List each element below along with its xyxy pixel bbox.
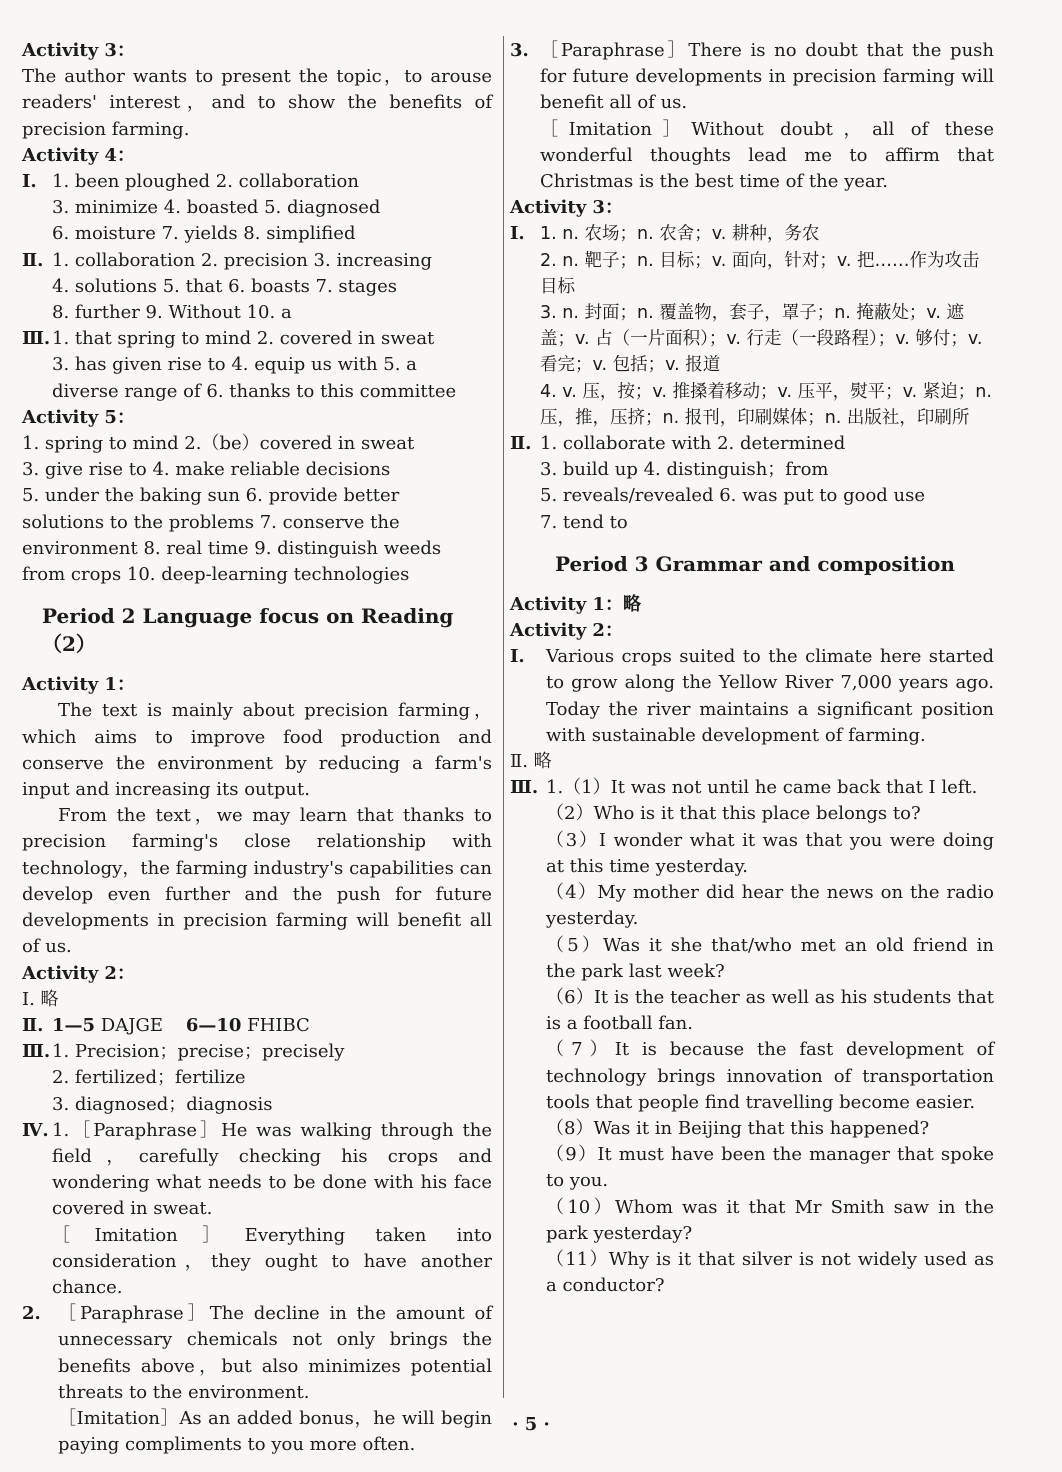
item-number: 2. bbox=[22, 1303, 41, 1325]
activity-4-part-1 bbox=[22, 169, 492, 248]
answer-line: 1. spring to mind 2.（be）covered in sweat bbox=[22, 433, 415, 455]
grammar-answer-5: （5）Was it she that/who met an old friend in the park last week? bbox=[546, 934, 994, 982]
answer-line: 2. fertilized；fertilize bbox=[52, 1067, 246, 1089]
word-meaning-4: 4. v. 压，按；v. 推搡着移动；v. 压平，熨平；v. 紧迫；n. 压，推，压挤；n. 报刊，印刷媒体；n. 出版社，印刷所 bbox=[540, 381, 992, 428]
p2-activity-2-part-3 bbox=[22, 1039, 492, 1118]
grammar-answer-7: （7）It is because the fast development of technology brings innovation of transportation tools that people find travelling become easier. bbox=[546, 1039, 994, 1113]
roman-numeral: Ⅰ. bbox=[510, 223, 525, 245]
grammar-answer-1: 1.（1）It was not until he came back that I left. bbox=[546, 777, 978, 799]
grammar-answer-6: （6）It is the teacher as well as his students that is a football fan. bbox=[546, 986, 994, 1035]
summary-paragraph-2: From the text，we may learn that thanks to precision farming's close relationship with technology，the farming industry's capabilities can develop even further and the push for future developments in precision farming will benefit all of us. bbox=[22, 805, 492, 958]
activity-4-part-3 bbox=[22, 326, 492, 405]
word-meaning-3: 3. n. 封面；n. 覆盖物，套子，罩子；n. 掩蔽处；v. 遮盖；v. 占（一片面积）；v. 行走（一段路程）；v. 够付；v. 看完；v. 包括；v. 报道 bbox=[540, 303, 983, 376]
answer-line: 1. collaboration 2. precision 3. increasing bbox=[52, 249, 432, 271]
answer-line: 6. moisture 7. yields 8. simplified bbox=[52, 223, 356, 245]
column-divider bbox=[503, 36, 504, 1398]
right-column bbox=[510, 38, 994, 1299]
left-column bbox=[22, 38, 492, 1458]
answer-line: 1. collaborate with 2. determined bbox=[540, 433, 846, 455]
paraphrase-2: ［Paraphrase］The decline in the amount of unnecessary chemicals not only brings the benefits above，but also minimizes potential threats to the environment. bbox=[58, 1303, 492, 1403]
answer-line: 8. further 9. Without 10. a bbox=[52, 302, 292, 324]
grammar-answer-2: （2）Who is it that this place belongs to? bbox=[546, 803, 921, 825]
answer-line: 3. has given rise to 4. equip us with 5. a bbox=[52, 354, 417, 376]
imitation-3: ［Imitation］Without doubt，all of these wonderful thoughts lead me to affirm that Christmas is the best time of the year. bbox=[540, 118, 994, 193]
answer-line: 1. been ploughed 2. collaboration bbox=[52, 171, 359, 193]
p2-activity-1-heading: Activity 1： bbox=[22, 674, 135, 696]
answer-letters: FHIBC bbox=[247, 1014, 310, 1036]
p2-activity-2-part-4 bbox=[22, 1118, 492, 1301]
answer-line: 3. diagnosed；diagnosis bbox=[52, 1093, 273, 1115]
answer-line: 1. that spring to mind 2. covered in sweat bbox=[52, 328, 435, 350]
page-number: · 5 · bbox=[512, 1414, 550, 1435]
grammar-answer-8: （8）Was it in Beijing that this happened? bbox=[546, 1117, 930, 1139]
roman-numeral: Ⅳ. bbox=[22, 1119, 49, 1141]
p3-activity-2-heading: Activity 2： bbox=[510, 620, 623, 642]
paraphrase-1: 1.［Paraphrase］He was walking through the field，carefully checking his crops and wondering what needs to be done with his face covered in sweat. bbox=[52, 1119, 492, 1220]
p3-activity-2-part-1 bbox=[510, 644, 994, 749]
activity-5-heading: Activity 5： bbox=[22, 406, 135, 428]
answer-range: 6—10 bbox=[185, 1014, 242, 1036]
answer-line: from crops 10. deep-learning technologies bbox=[22, 564, 410, 586]
answer-line: 1. Precision；precise；precisely bbox=[52, 1041, 345, 1063]
roman-numeral: Ⅱ. bbox=[510, 433, 532, 455]
period-2-title: Period 2 Language focus on Reading（2） bbox=[42, 604, 454, 657]
river-summary: Various crops suited to the climate here started to grow along the Yellow River 7,000 years ago. Today the river maintains a significant position with sustainable development of farming. bbox=[546, 646, 994, 746]
answer-range: 1—5 bbox=[52, 1014, 96, 1036]
grammar-answer-3: （3）I wonder what it was that you were doing at this time yesterday. bbox=[546, 829, 994, 877]
answer-line: 5. under the baking sun 6. provide better bbox=[22, 485, 400, 507]
grammar-answer-4: （4）My mother did hear the news on the radio yesterday. bbox=[546, 882, 994, 930]
roman-numeral: Ⅲ. bbox=[22, 1041, 51, 1063]
p2-activity-2-heading: Activity 2： bbox=[22, 962, 135, 984]
answer-line: 5. reveals/revealed 6. was put to good use bbox=[540, 485, 926, 507]
p3-activity-2-part-3 bbox=[510, 775, 994, 1299]
imitation-2: ［Imitation］As an added bonus，he will begin paying compliments to you more often. bbox=[58, 1407, 492, 1456]
answer-line: 3. build up 4. distinguish；from bbox=[540, 459, 829, 481]
summary-paragraph-1: The text is mainly about precision farming，which aims to improve food production and conserve the environment by reducing a farm's input and increasing its output. bbox=[22, 700, 492, 801]
p3-activity-2-part-2: Ⅱ. 略 bbox=[510, 751, 552, 773]
imitation-1: ［Imitation］Everything taken into consideration，they ought to have another chance. bbox=[52, 1224, 492, 1298]
p2-activity-3-part-1 bbox=[510, 221, 994, 431]
grammar-answer-11: （11）Why is it that silver is not widely used as a conductor? bbox=[546, 1248, 994, 1297]
word-meaning-2: 2. n. 靶子；n. 目标；v. 面向，针对；v. 把……作为攻击目标 bbox=[540, 250, 980, 297]
paraphrase-3: ［Paraphrase］There is no doubt that the push for future developments in precision farming will benefit all of us. bbox=[540, 40, 994, 114]
roman-numeral: Ⅱ. bbox=[22, 249, 44, 271]
answer-letters: DAJGE bbox=[100, 1014, 163, 1036]
period-3-title: Period 3 Grammar and composition bbox=[555, 551, 955, 576]
p2-activity-2-part-1: Ⅰ. 略 bbox=[22, 988, 59, 1010]
p2-item-3 bbox=[510, 38, 994, 195]
answer-line: 3. give rise to 4. make reliable decisions bbox=[22, 459, 391, 481]
activity-4-part-2 bbox=[22, 248, 492, 327]
answer-line: diverse range of 6. thanks to this committee bbox=[52, 380, 457, 402]
answer-line: 7. tend to bbox=[540, 511, 628, 533]
roman-numeral: Ⅱ. bbox=[22, 1014, 44, 1036]
p2-activity-3-heading: Activity 3： bbox=[510, 197, 623, 219]
roman-numeral: Ⅲ. bbox=[510, 777, 539, 799]
answer-line: environment 8. real time 9. distinguish weeds bbox=[22, 537, 442, 559]
roman-numeral: Ⅰ. bbox=[510, 646, 525, 668]
roman-numeral: Ⅰ. bbox=[22, 171, 37, 193]
roman-numeral: Ⅲ. bbox=[22, 328, 51, 350]
answer-line: 3. minimize 4. boasted 5. diagnosed bbox=[52, 197, 381, 219]
item-number: 3. bbox=[510, 40, 529, 61]
answer-line: 4. solutions 5. that 6. boasts 7. stages bbox=[52, 275, 398, 297]
grammar-answer-10: （10）Whom was it that Mr Smith saw in the park yesterday? bbox=[546, 1196, 994, 1244]
grammar-answer-9: （9）It must have been the manager that spoke to you. bbox=[546, 1144, 994, 1192]
p2-activity-3-part-2 bbox=[510, 431, 994, 536]
p3-activity-1: Activity 1：略 bbox=[510, 593, 641, 615]
activity-4-heading: Activity 4： bbox=[22, 144, 135, 166]
p2-activity-2-part-2 bbox=[22, 1013, 492, 1039]
activity-3-heading: Activity 3： bbox=[22, 40, 135, 61]
answer-line: solutions to the problems 7. conserve the bbox=[22, 511, 400, 533]
word-meaning-1: 1. n. 农场；n. 农舍；v. 耕种，务农 bbox=[540, 224, 820, 245]
activity-3-text: The author wants to present the topic，to arouse readers' interest，and to show the benefits of precision farming. bbox=[22, 66, 492, 140]
